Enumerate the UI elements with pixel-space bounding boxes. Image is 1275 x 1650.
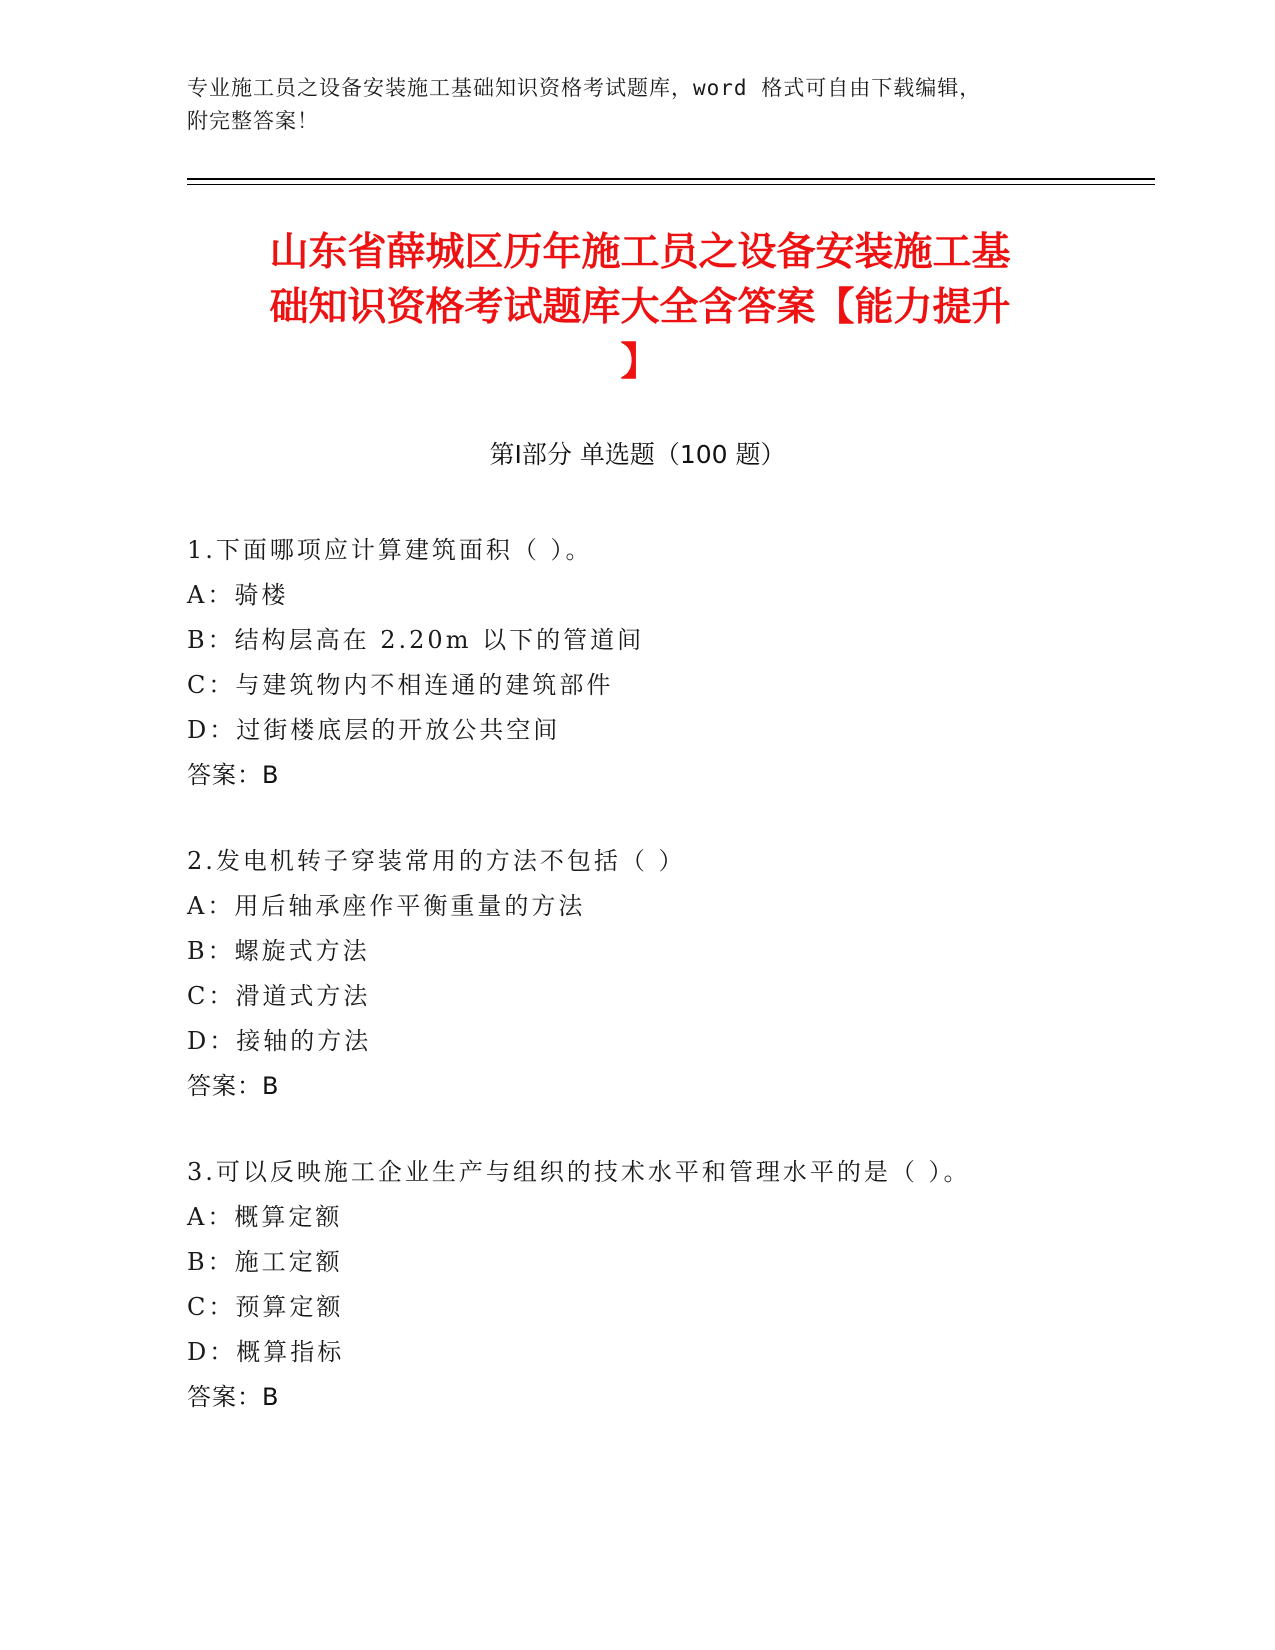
question-2 [187,839,1147,1109]
document-title-line3: 】 [620,340,660,385]
header-note-line1: 专业施工员之设备安装施工基础知识资格考试题库，word 格式可自由下载编辑， [187,76,982,100]
question-list [187,528,1147,1461]
header-note [187,72,1087,138]
answer-line: 答案：B [187,1072,280,1100]
header-divider-thick [187,178,1155,180]
option-a: A：概算定额 [187,1203,343,1231]
option-b: B：施工定额 [187,1248,343,1276]
document-title [190,225,1090,390]
question-1 [187,528,1147,798]
section-heading: 第Ⅰ部分 单选题（100 题） [489,440,786,469]
header-note-line2: 附完整答案！ [187,109,319,133]
option-a: A：骑楼 [187,581,289,609]
answer-line: 答案：B [187,1383,280,1411]
option-d: D：过街楼底层的开放公共空间 [187,716,561,744]
document-title-line1: 山东省薛城区历年施工员之设备安装施工基 [269,230,1011,275]
answer-line: 答案：B [187,761,280,789]
option-b: B：螺旋式方法 [187,937,370,965]
option-c: C：与建筑物内不相连通的建筑部件 [187,671,614,699]
document-title-line2: 础知识资格考试题库大全含答案【能力提升 [269,285,1011,330]
option-c: C：滑道式方法 [187,982,371,1010]
option-c: C：预算定额 [187,1293,344,1321]
option-d: D：概算指标 [187,1338,345,1366]
question-stem: 1.下面哪项应计算建筑面积（ ）。 [187,536,593,564]
option-d: D：接轴的方法 [187,1027,372,1055]
question-3 [187,1150,1147,1420]
question-stem: 3.可以反映施工企业生产与组织的技术水平和管理水平的是（ ）。 [187,1158,971,1186]
question-stem: 2.发电机转子穿装常用的方法不包括（ ） [187,847,686,875]
header-divider-thin [187,184,1155,185]
option-a: A：用后轴承座作平衡重量的方法 [187,892,586,920]
option-b: B：结构层高在 2.20m 以下的管道间 [187,626,645,654]
